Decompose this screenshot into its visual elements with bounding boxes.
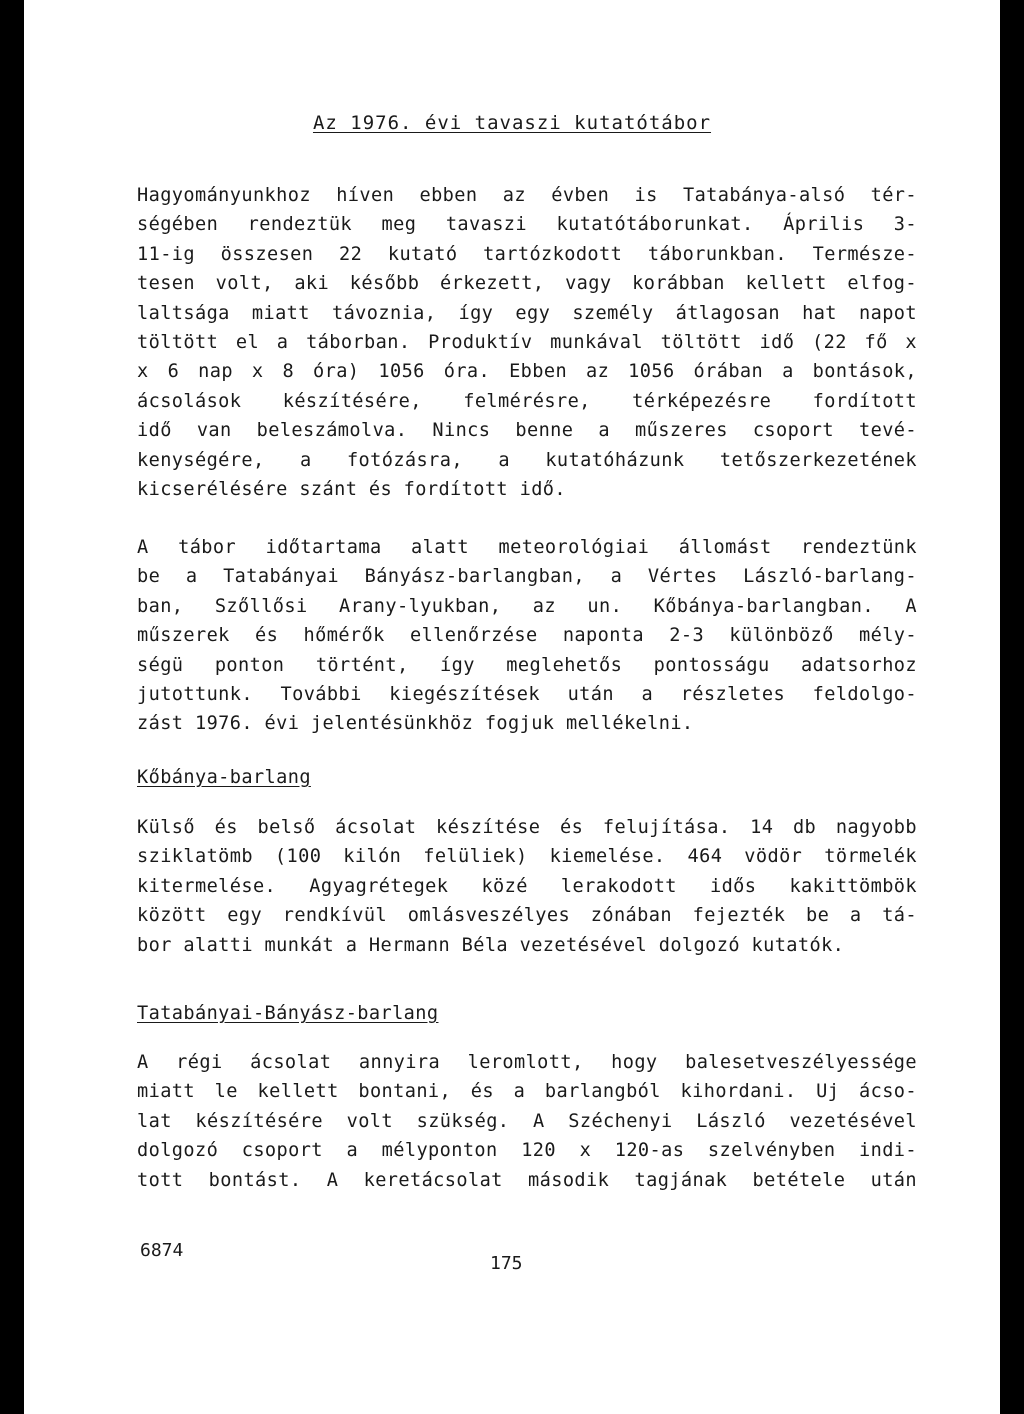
text-line: Külső és belső ácsolat készítése és felujítása. 14 db nagyobb: [137, 817, 917, 838]
section-body-banyasz: [137, 1048, 917, 1195]
text-line: 11-ig összesen 22 kutató tartózkodott táborunkban. Természe-: [137, 243, 917, 265]
text-line: A tábor időtartama alatt meteorológiai állomást rendeztünk: [137, 537, 917, 558]
text-line: laltsága miatt távoznia, így egy személy átlagosan hat napot: [137, 302, 917, 324]
text-line: műszerek és hőmérők ellenőrzése naponta 2-3 különböző mély-: [137, 625, 917, 647]
text-line: ácsolások készítésére, felmérésre, térképezésre fordított: [137, 390, 917, 412]
text-line: x 6 nap x 8 óra) 1056 óra. Ebben az 1056 órában a bontások,: [137, 361, 917, 383]
text-line: dolgozó csoport a mélyponton 120 x 120-as szelvényben indi-: [137, 1140, 917, 1162]
text-line: sziklatömb (100 kilón felüliek) kiemelése. 464 vödör törmelék: [137, 846, 917, 868]
section-heading-kobanya: Kőbánya-barlang: [137, 767, 311, 788]
text-line: bor alatti munkát a Hermann Béla vezetésével dolgozó kutatók.: [137, 934, 845, 956]
text-line: kicserélésére szánt és fordított idő.: [137, 479, 566, 501]
text-line: tott bontást. A keretácsolat második tagjának betétele után: [137, 1169, 917, 1191]
text-line: ségében rendeztük meg tavaszi kutatótáborunkat. Április 3-: [137, 214, 917, 236]
text-line: be a Tatabányai Bányász-barlangban, a Vértes László-barlang-: [137, 566, 917, 588]
text-line: kenységére, a fotózásra, a kutatóházunk tetőszerkezetének: [137, 449, 917, 471]
text-line: ban, Szőllősi Arany-lyukban, az un. Kőbánya-barlangban. A: [137, 595, 917, 617]
text-line: Hagyományunkhoz híven ebben az évben is Tatabánya-alsó tér-: [137, 185, 917, 206]
document-title: Az 1976. évi tavaszi kutatótábor: [312, 112, 712, 134]
text-line: A régi ácsolat annyira leromlott, hogy balesetveszélyessége: [137, 1052, 917, 1073]
document-page: [24, 0, 1000, 1414]
text-line: tesen volt, aki később érkezett, vagy korábban kellett elfog-: [137, 273, 917, 295]
text-line: között egy rendkívül omlásveszélyes zónában fejezték be a tá-: [137, 905, 917, 927]
document-code: 6874: [140, 1240, 184, 1261]
paragraph-intro: [137, 181, 917, 504]
text-line: jutottunk. További kiegészítések után a részletes feldolgo-: [137, 684, 917, 706]
text-line: lat készítésére volt szükség. A Széchenyi László vezetésével: [137, 1110, 917, 1132]
paragraph-meteorology: [137, 533, 917, 739]
section-heading-banyasz: Tatabányai-Bányász-barlang: [137, 1003, 439, 1024]
text-line: miatt le kellett bontani, és a barlangból kihordani. Uj ácso-: [137, 1081, 917, 1103]
text-line: ségü ponton történt, így meglehetős pontosságu adatsorhoz: [137, 654, 917, 676]
section-body-kobanya: [137, 813, 917, 960]
text-line: töltött el a táborban. Produktív munkával töltött idő (22 fő x: [137, 332, 917, 354]
page-number: 175: [490, 1253, 523, 1274]
text-line: idő van beleszámolva. Nincs benne a műszeres csoport tevé-: [137, 420, 917, 442]
text-line: zást 1976. évi jelentésünkhöz fogjuk mellékelni.: [137, 713, 694, 735]
text-line: kitermelése. Agyagrétegek közé lerakodott idős kakittömbök: [137, 875, 917, 897]
